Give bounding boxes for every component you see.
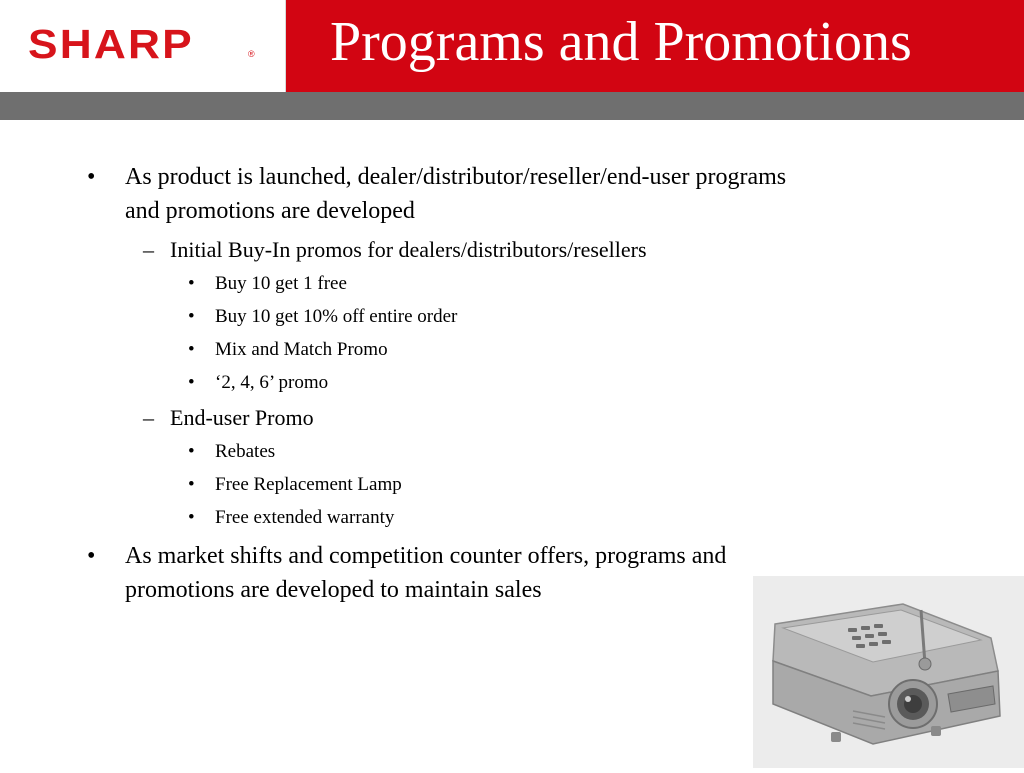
sub-bullet-text: End-user Promo <box>170 405 314 430</box>
logo-area <box>0 0 286 92</box>
bullet-text: and promotions are developed <box>125 198 415 224</box>
bullet-text: promotions are developed to maintain sales <box>125 577 542 603</box>
title-banner <box>286 0 1024 92</box>
bullet-text: As product is launched, dealer/distributor/reseller/end-user programs <box>125 164 787 190</box>
sharp-logo: SHARP <box>28 21 194 67</box>
dash-icon: – <box>143 405 154 430</box>
bullet-icon: • <box>188 306 195 327</box>
sub-bullet-text: Initial Buy-In promos for dealers/distributors/resellers <box>170 237 647 262</box>
header-divider-bar <box>0 92 1024 120</box>
list-item: Buy 10 get 10% off entire order <box>215 306 458 327</box>
bullet-text: As market shifts and competition counter offers, programs and <box>125 543 727 569</box>
bullet-icon: • <box>188 441 195 462</box>
projector-icon <box>753 576 1024 768</box>
list-item: ‘2, 4, 6’ promo <box>215 372 329 393</box>
list-item: Free extended warranty <box>215 507 395 528</box>
bullet-icon: • <box>188 507 195 528</box>
bullet-icon: • <box>188 273 195 294</box>
bullet-icon: • <box>87 543 96 569</box>
bullet-icon: • <box>188 372 195 393</box>
registered-mark: ® <box>248 49 255 59</box>
slide-title: Programs and Promotions <box>330 11 912 73</box>
bullet-icon: • <box>87 164 96 190</box>
list-item: Buy 10 get 1 free <box>215 273 347 294</box>
slide-header <box>0 0 1024 120</box>
list-item: Free Replacement Lamp <box>215 474 402 495</box>
list-item: Mix and Match Promo <box>215 339 388 360</box>
bullet-icon: • <box>188 339 195 360</box>
projector-photo <box>753 576 1024 768</box>
bullet-icon: • <box>188 474 195 495</box>
dash-icon: – <box>143 237 154 262</box>
list-item: Rebates <box>215 441 276 462</box>
